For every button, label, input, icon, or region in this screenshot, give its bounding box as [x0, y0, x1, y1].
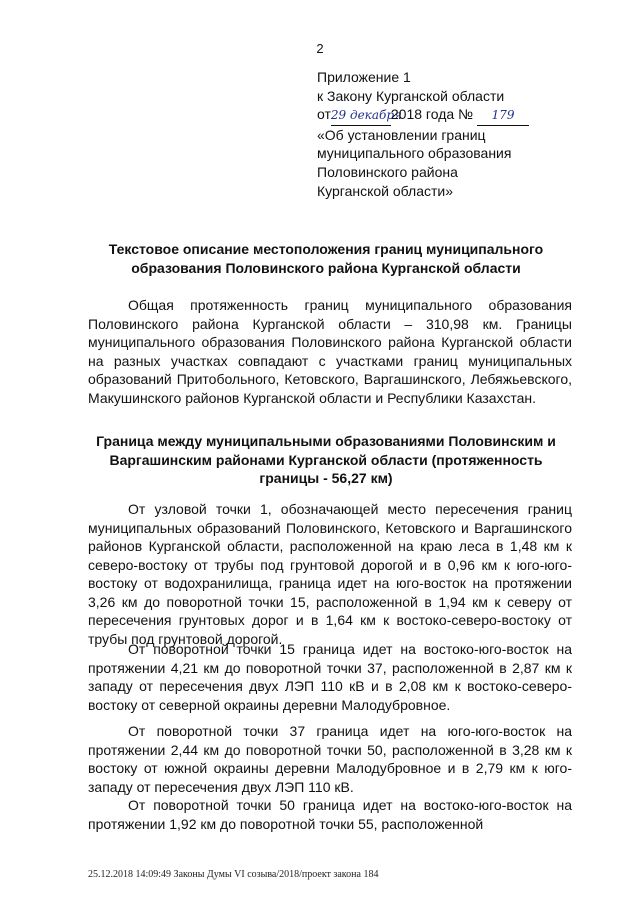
footer-path: 25.12.2018 14:09:49 Законы Думы VI созыва/2018/проект закона 184: [88, 869, 379, 880]
date-prefix: от: [317, 106, 331, 123]
body-paragraph-1: От узловой точки 1, обозначающей место пересечения границ муниципальных образований Половинского, Кетовского и Варгашинского районов Курганской области, расположенной на краю леса в 1,48 км к северо-востоку от трубы под грунтовой дорогой и в 0,96 км к юго-юго-востоку от водохранилища, граница идет на юго-восток на протяжении 3,26 км до поворотной точки 15, расположенной в 1,94 км к северу от пересечения грунтовых дорог и в 1,64 км к востоко-северо-востоку от трубы под грунтовой дорогой.: [88, 501, 572, 647]
appendix-date-line: [317, 105, 617, 126]
body-paragraph-4: От поворотной точки 50 граница идет на востоко-юго-восток на протяжении 1,92 км до поворотной точки 55, расположенной: [88, 797, 572, 832]
appendix-law-title-3: Половинского района: [317, 163, 458, 180]
body-paragraph-2: От поворотной точки 15 граница идет на востоко-юго-восток на протяжении 4,21 км до поворотной точки 37, расположенной в 2,87 км к западу от пересечения двух ЛЭП 110 кВ и в 2,08 км к востоко-северо-востоку от северной окраины деревни Малодубровное.: [88, 641, 572, 713]
section-heading: Граница между муниципальными образованиями Половинским и Варгашинским районами Курганской области (протяженность границы - 56,27 км): [96, 433, 556, 486]
body-paragraph-3: От поворотной точки 37 граница идет на юго-юго-восток на протяжении 2,44 км до поворотной точки 50, расположенной в 3,28 км к востоку от южной окраины деревни Малодубровное и в 2,79 км к юго-западу от пересечения двух ЛЭП 110 кВ.: [88, 723, 572, 795]
appendix-title: Приложение 1: [317, 69, 411, 85]
date-suffix: 2018 года №: [390, 106, 474, 123]
handwritten-law-number: 179: [477, 106, 529, 126]
document-title: Текстовое описание местоположения границ муниципального образования Половинского района Курганской области: [108, 241, 544, 276]
appendix-law-title-1: «Об установлении границ: [317, 126, 486, 143]
page-number: 2: [316, 41, 324, 56]
appendix-law-title-2: муниципального образования: [317, 145, 512, 162]
appendix-law-ref: к Закону Курганской области: [317, 87, 505, 104]
intro-paragraph: Общая протяженность границ муниципального образования Половинского района Курганской области – 310,98 км. Границы муниципального образования Половинского района Курганской области на разных участках совпадают с участками границ муниципальных образований Притобольного, Кетовского, Варгашинского, Лебяжьевского, Макушинского районов Курганской области и Республики Казахстан.: [88, 297, 572, 406]
handwritten-date: 29 декабря: [331, 106, 391, 126]
appendix-law-title-4: Курганской области»: [317, 182, 454, 199]
appendix-block: [317, 68, 617, 200]
